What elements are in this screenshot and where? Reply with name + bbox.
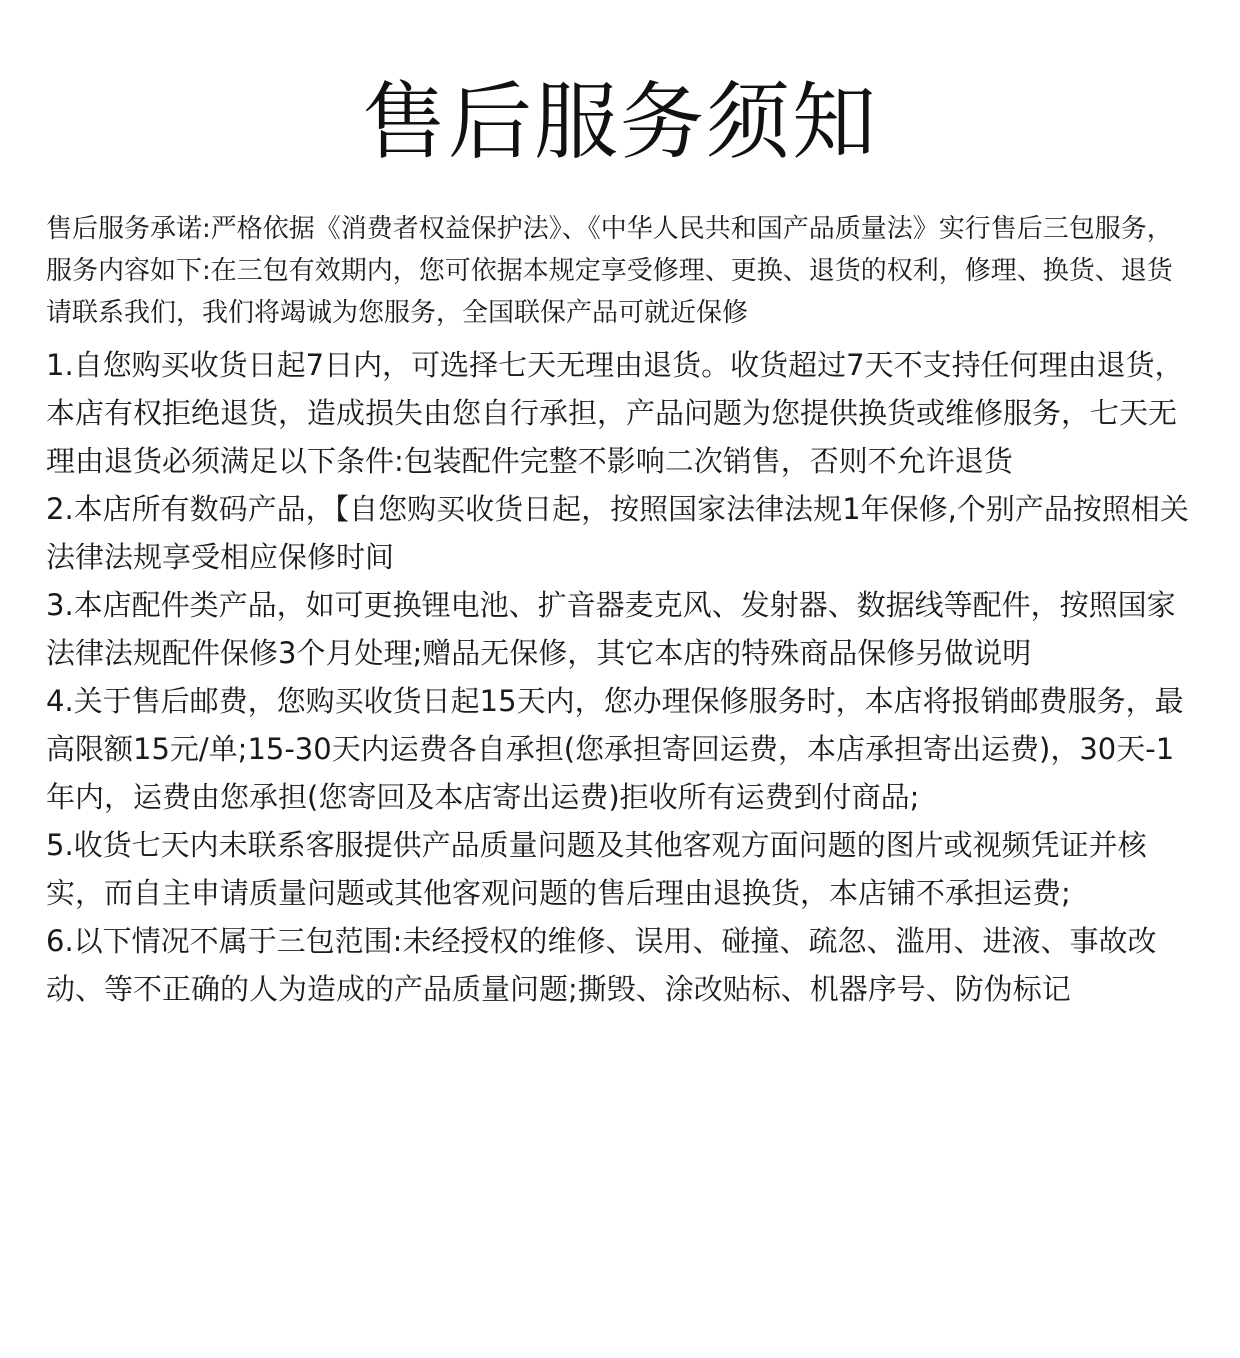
policy-item-quality-claim: 5.收货七天内未联系客服提供产品质量问题及其他客观方面问题的图片或视频凭证并核实，而自主申请质量问题或其他客观问题的售后理由退换货，本店铺不承担运费; (46, 828, 1147, 910)
page-title: 售后服务须知 (361, 73, 878, 171)
service-commitment-paragraph: 售后服务承诺:严格依据《消费者权益保护法》、《中华人民共和国产品质量法》实行售后三包服务，服务内容如下:在三包有效期内，您可依据本规定享受修理、更换、退货的权利，修理、换货、退货请联系我们，我们将竭诚为您服务，全国联保产品可就近保修 (46, 214, 1173, 328)
policy-item-exclusions: 6.以下情况不属于三包范围:未经授权的维修、误用、碰撞、疏忽、滥用、进液、事故改动、等不正确的人为造成的产品质量问题;撕毁、涂改贴标、机器序号、防伪标记 (46, 924, 1157, 1006)
policy-item-shipping-fee: 4.关于售后邮费，您购买收货日起15天内，您办理保修服务时，本店将报销邮费服务，最高限额15元/单;15-30天内运费各自承担(您承担寄回运费，本店承担寄出运费)，30天-1年内，运费由您承担(您寄回及本店寄出运费)拒收所有运费到付商品; (46, 684, 1184, 814)
policy-item-return: 1.自您购买收货日起7日内，可选择七天无理由退货。收货超过7天不支持任何理由退货，本店有权拒绝退货，造成损失由您自行承担，产品问题为您提供换货或维修服务，七天无理由退货必须满足以下条件:包装配件完整不影响二次销售，否则不允许退货 (46, 348, 1184, 478)
policy-item-digital-warranty: 2.本店所有数码产品，【自您购买收货日起，按照国家法律法规1年保修,个别产品按照相关法律法规享受相应保修时间 (46, 492, 1189, 574)
policy-item-accessory-warranty: 3.本店配件类产品，如可更换锂电池、扩音器麦克风、发射器、数据线等配件，按照国家法律法规配件保修3个月处理;赠品无保修，其它本店的特殊商品保修另做说明 (46, 588, 1176, 670)
policy-list (46, 341, 1196, 1013)
